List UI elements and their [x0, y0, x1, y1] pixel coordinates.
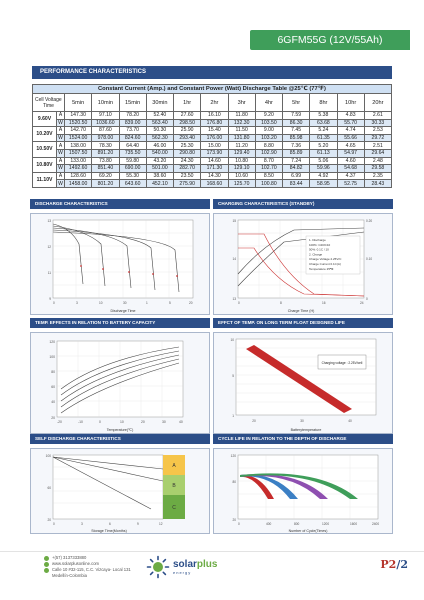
svg-text:-10: -10: [78, 420, 83, 424]
table-cell: 63.68: [310, 119, 337, 127]
table-cell: 52.40: [146, 112, 173, 120]
table-row: [33, 134, 392, 142]
svg-text:20: 20: [232, 518, 236, 522]
table-row: [33, 180, 392, 188]
svg-text:40: 40: [348, 419, 352, 423]
sun-logo-icon: [146, 555, 170, 579]
table-row: [33, 172, 392, 180]
table-cell: 132.30: [228, 119, 255, 127]
brand-logo: [146, 555, 217, 579]
table-cell: 2.61: [364, 112, 391, 120]
svg-text:1: 1: [232, 414, 234, 418]
panel-cycle-life: [213, 434, 393, 550]
table-cell: 4.65: [337, 142, 364, 150]
table-cell: 7.36: [283, 142, 310, 150]
table-header-cell: 20hr: [364, 94, 391, 112]
panel-charging: [213, 199, 393, 315]
contact-web[interactable]: www.solarplusonline.com: [52, 561, 100, 566]
table-cell: 9.00: [255, 127, 282, 135]
model-tab: 6GFM55G (12V/55Ah): [250, 30, 410, 50]
svg-text:0: 0: [53, 301, 55, 305]
table-header-cell: 10min: [92, 94, 119, 112]
table-cell: 147.30: [65, 112, 92, 120]
table-cell: 176.80: [201, 119, 228, 127]
table-cell: 452.10: [146, 180, 173, 188]
table-cell: 8.70: [255, 157, 282, 165]
table-cell: 11.80: [228, 112, 255, 120]
svg-text:800: 800: [294, 522, 300, 526]
table-cell: 64.40: [119, 142, 146, 150]
table-cell: 11.20: [228, 142, 255, 150]
table-cell: 293.40: [174, 134, 201, 142]
svg-text:C: C: [172, 505, 176, 511]
table-cell: 891.20: [92, 149, 119, 157]
panel-cycle-life-title: CYCLE LIFE IN RELATION TO THE DEPTH OF DISCHARGE: [213, 434, 393, 444]
svg-text:60: 60: [47, 486, 51, 490]
svg-text:80: 80: [51, 370, 55, 374]
svg-text:14: 14: [232, 257, 236, 261]
panel-self-discharge-title: SELF DISCHARGE CHARACTERISTICS: [30, 434, 210, 444]
table-header-cell: 5hr: [283, 94, 310, 112]
temp-life-xlabel: Batterytemperature: [290, 428, 322, 432]
corner-voltage-label: Cell Voltage: [35, 96, 62, 103]
unit-cell: A: [57, 127, 65, 135]
temp-capacity-xlabel: Temperature(℃): [106, 428, 134, 432]
table-cell: 1520.50: [65, 119, 92, 127]
charging-legend-item: 100%: C20/C10: [309, 242, 331, 247]
svg-text:-20: -20: [57, 420, 62, 424]
table-cell: 643.60: [119, 180, 146, 188]
table-cell: 563.40: [146, 119, 173, 127]
table-cell: 25.90: [174, 127, 201, 135]
table-cell: 8.80: [255, 142, 282, 150]
table-cell: 16.10: [201, 112, 228, 120]
voltage-cell: 10.20V: [33, 127, 57, 142]
table-cell: 55.70: [337, 119, 364, 127]
unit-cell: A: [57, 142, 65, 150]
svg-text:80: 80: [232, 480, 236, 484]
svg-text:20: 20: [252, 419, 256, 423]
panel-discharge: [30, 199, 210, 315]
table-cell: 85.89: [283, 149, 310, 157]
table-cell: 5.38: [310, 112, 337, 120]
table-cell: 125.70: [228, 180, 255, 188]
table-row: [33, 149, 392, 157]
brand-name: [173, 560, 217, 570]
table-cell: 5.24: [310, 127, 337, 135]
charging-legend-item: 1. Discharge: [309, 238, 326, 242]
contact-city: Medellín-Colombia: [52, 573, 87, 578]
svg-text:6: 6: [109, 522, 111, 526]
table-cell: 7.24: [283, 157, 310, 165]
svg-text:60: 60: [51, 385, 55, 389]
page-current: P2: [380, 558, 397, 571]
voltage-cell: 10.80V: [33, 157, 57, 172]
svg-text:0: 0: [238, 301, 240, 305]
unit-cell: W: [58, 150, 63, 157]
table-cell: 25.30: [174, 142, 201, 150]
table-row: [33, 165, 392, 173]
table-cell: 10.80: [228, 157, 255, 165]
table-cell: 102.70: [255, 165, 282, 173]
svg-text:0: 0: [238, 522, 240, 526]
svg-text:30: 30: [123, 301, 127, 305]
svg-text:1: 1: [146, 301, 148, 305]
table-cell: 38.60: [146, 172, 173, 180]
unit-cell: A: [57, 112, 65, 120]
svg-text:8: 8: [280, 301, 282, 305]
panel-charging-chart: [213, 213, 393, 315]
table-cell: 46.00: [146, 142, 173, 150]
svg-text:B: B: [172, 483, 176, 489]
charging-legend-item: Temperature 25℃: [309, 266, 334, 271]
table-cell: 5.20: [310, 142, 337, 150]
table-cell: 59.80: [119, 157, 146, 165]
table-cell: 9.20: [255, 112, 282, 120]
voltage-cell: 11.10V: [33, 172, 57, 187]
table-cell: 1458.00: [65, 180, 92, 188]
table-cell: 176.00: [201, 134, 228, 142]
panel-temp-life: [213, 318, 393, 434]
contact-phone: +(57) 3137333880: [52, 555, 87, 560]
table-cell: 61.35: [310, 134, 337, 142]
table-cell: 4.60: [337, 157, 364, 165]
panel-temp-life-title: EFFCT OF TEMP. ON LONG TERM FLOAT DESIGNED LIFE: [213, 318, 393, 328]
table-cell: 52.75: [337, 180, 364, 188]
svg-text:30: 30: [300, 419, 304, 423]
charging-legend-item: Charge Current 0.1C(A): [309, 262, 341, 266]
cycle-life-xlabel: Number of Cycle(Times): [288, 529, 328, 533]
table-cell: 851.40: [92, 165, 119, 173]
table-row: [33, 142, 392, 150]
table-cell: 275.90: [174, 180, 201, 188]
table-cell: 168.60: [201, 180, 228, 188]
table-cell: 2.48: [364, 157, 391, 165]
table-cell: 540.00: [146, 149, 173, 157]
panel-temp-capacity-title: TEMP. EFFECTS IN RELATION TO BATTERY CAPACITY: [30, 318, 210, 328]
table-cell: 501.00: [146, 165, 173, 173]
table-cell: 24.30: [174, 157, 201, 165]
svg-text:10: 10: [230, 338, 234, 342]
svg-text:0.10: 0.10: [366, 257, 373, 261]
table-cell: 133.00: [65, 157, 92, 165]
table-cell: 55.30: [119, 172, 146, 180]
svg-text:11: 11: [47, 271, 51, 275]
svg-text:A: A: [172, 463, 176, 469]
table-header-cell: 15min: [119, 94, 146, 112]
svg-text:2400: 2400: [372, 522, 380, 526]
svg-text:3: 3: [76, 301, 78, 305]
page-total: /2: [396, 558, 408, 571]
svg-text:40: 40: [179, 420, 183, 424]
table-cell: 85.98: [283, 134, 310, 142]
location-icon: [44, 568, 49, 573]
voltage-cell: 10.50V: [33, 142, 57, 157]
table-cell: 2.51: [364, 142, 391, 150]
table-cell: 4.37: [337, 172, 364, 180]
table-cell: 55.66: [337, 134, 364, 142]
table-header-cell: 5min: [65, 94, 92, 112]
table-cell: 735.50: [119, 149, 146, 157]
svg-text:13: 13: [232, 297, 236, 301]
table-cell: 29.58: [364, 165, 391, 173]
unit-cell: W: [58, 165, 63, 172]
voltage-cell: 9.60V: [33, 112, 57, 127]
panel-temp-capacity: [30, 318, 210, 434]
panel-cycle-life-chart: [213, 448, 393, 534]
svg-text:9: 9: [137, 522, 139, 526]
table-header-cell: 30min: [146, 94, 173, 112]
panel-temp-capacity-chart: [30, 332, 210, 434]
table-cell: 128.60: [65, 172, 92, 180]
table-cell: 8.50: [255, 172, 282, 180]
table-cell: 6.99: [283, 172, 310, 180]
table-cell: 29.72: [364, 134, 391, 142]
footer-divider: [0, 551, 424, 552]
self-discharge-xlabel: Storage Time(Months): [91, 529, 127, 533]
table-cell: 27.60: [174, 112, 201, 120]
table-cell: 103.20: [255, 134, 282, 142]
table-cell: 14.60: [201, 157, 228, 165]
svg-text:120: 120: [49, 340, 55, 344]
table-cell: 282.70: [174, 165, 201, 173]
table-header-row: [33, 94, 392, 112]
temp-life-annotation: Charging voltage : 2.25V/cell: [321, 361, 363, 365]
unit-cell: A: [57, 172, 65, 180]
panel-charging-title: CHARGING CHARACTERISTICS (STANDBY): [213, 199, 393, 209]
table-cell: 801.20: [92, 180, 119, 188]
svg-text:20: 20: [189, 301, 193, 305]
panel-discharge-chart: [30, 213, 210, 315]
table-cell: 97.10: [92, 112, 119, 120]
contact-block: [44, 555, 131, 579]
table-cell: 1507.50: [65, 149, 92, 157]
table-cell: 2.53: [364, 127, 391, 135]
table-cell: 11.50: [228, 127, 255, 135]
table-cell: 173.90: [201, 149, 228, 157]
unit-cell: W: [58, 180, 63, 187]
table-cell: 54.68: [337, 165, 364, 173]
table-cell: 142.70: [65, 127, 92, 135]
footer: [0, 551, 424, 600]
table-cell: 59.96: [310, 165, 337, 173]
corner-time-label: Time: [43, 102, 54, 109]
table-cell: 4.74: [337, 127, 364, 135]
table-cell: 87.60: [92, 127, 119, 135]
table-cell: 824.60: [119, 134, 146, 142]
unit-cell: A: [57, 157, 65, 165]
svg-text:20: 20: [141, 420, 145, 424]
table-row: [33, 127, 392, 135]
charging-xlabel: Charge Time (H): [287, 309, 315, 313]
svg-text:10: 10: [99, 301, 103, 305]
table-header-cell: 10hr: [337, 94, 364, 112]
table-cell: 298.50: [174, 119, 201, 127]
charging-legend-item: 2. Charge: [309, 252, 323, 257]
table-cell: 562.30: [146, 134, 173, 142]
svg-text:30: 30: [162, 420, 166, 424]
table-cell: 54.97: [337, 149, 364, 157]
svg-text:0.20: 0.20: [366, 219, 373, 223]
table-cell: 171.30: [201, 165, 228, 173]
table-cell: 73.70: [119, 127, 146, 135]
table-cell: 978.00: [92, 134, 119, 142]
svg-text:10: 10: [120, 420, 124, 424]
table-cell: 129.40: [228, 149, 255, 157]
table-cell: 69.20: [92, 172, 119, 180]
brand-main: solar: [173, 558, 197, 570]
table-cell: 4.83: [337, 112, 364, 120]
table-cell: 129.10: [228, 165, 255, 173]
table-cell: 43.20: [146, 157, 173, 165]
table-cell: 58.95: [310, 180, 337, 188]
table-cell: 103.50: [255, 119, 282, 127]
svg-text:20: 20: [47, 518, 51, 522]
svg-text:5: 5: [232, 374, 234, 378]
table-row: [33, 112, 392, 120]
table-cell: 61.13: [310, 149, 337, 157]
table-cell: 5.06: [310, 157, 337, 165]
svg-text:5: 5: [169, 301, 171, 305]
web-icon: [44, 562, 49, 567]
svg-text:0: 0: [99, 420, 101, 424]
svg-text:9: 9: [49, 297, 51, 301]
svg-text:120: 120: [230, 454, 236, 458]
table-cell: 1524.00: [65, 134, 92, 142]
svg-text:400: 400: [266, 522, 272, 526]
panel-self-discharge: [30, 434, 210, 550]
contact-address: Calle 10 #32-115, C.C. Vizcaya- Local 131: [52, 567, 131, 572]
table-cell: 690.00: [119, 165, 146, 173]
table-cell: 1036.60: [92, 119, 119, 127]
table-cell: 73.80: [92, 157, 119, 165]
brand-sub: energy: [173, 569, 192, 575]
table-cell: 131.80: [228, 134, 255, 142]
table-cell: 28.43: [364, 180, 391, 188]
table-cell: 290.80: [174, 149, 201, 157]
svg-text:3: 3: [81, 522, 83, 526]
svg-text:20: 20: [51, 416, 55, 420]
table-cell: 78.30: [92, 142, 119, 150]
panel-temp-life-chart: [213, 332, 393, 434]
unit-cell: W: [58, 119, 63, 126]
svg-text:0: 0: [53, 522, 55, 526]
table-cell: 15.00: [201, 142, 228, 150]
svg-text:1200: 1200: [322, 522, 330, 526]
svg-text:15: 15: [232, 219, 236, 223]
table-cell: 30.33: [364, 119, 391, 127]
svg-text:12: 12: [159, 522, 163, 526]
svg-text:13: 13: [47, 219, 51, 223]
table-cell: 2.35: [364, 172, 391, 180]
table-row: [33, 119, 392, 127]
svg-text:100: 100: [45, 454, 51, 458]
discharge-table: [32, 84, 392, 188]
table-header-cell: 8hr: [310, 94, 337, 112]
table-cell: 15.40: [201, 127, 228, 135]
brand-accent: plus: [196, 558, 218, 570]
svg-text:0: 0: [366, 297, 368, 301]
table-header-cell: 2hr: [201, 94, 228, 112]
table-header-cell: 4hr: [255, 94, 282, 112]
table-cell: 86.30: [283, 119, 310, 127]
panel-discharge-title: DISCHARGE CHARACTERISTICS: [30, 199, 210, 209]
section-performance-title: PERFORMANCE CHARACTERISTICS: [32, 66, 392, 79]
charging-legend-item: 50%: 0.1C / 10: [309, 247, 329, 252]
table-row: [33, 157, 392, 165]
table-corner: [33, 94, 65, 112]
table-cell: 23.50: [174, 172, 201, 180]
panel-self-discharge-chart: [30, 448, 210, 534]
svg-text:12: 12: [47, 245, 51, 249]
table-cell: 138.00: [65, 142, 92, 150]
table-cell: 29.64: [364, 149, 391, 157]
phone-icon: [44, 556, 49, 561]
table-header-cell: 1hr: [174, 94, 201, 112]
svg-text:40: 40: [51, 400, 55, 404]
table-cell: 102.90: [255, 149, 282, 157]
table-cell: 7.59: [283, 112, 310, 120]
charging-legend-item: Charge Voltage 2.25V/C: [309, 257, 342, 262]
svg-text:1600: 1600: [350, 522, 358, 526]
svg-text:100: 100: [49, 355, 55, 359]
unit-cell: W: [58, 135, 63, 142]
table-header-cell: 3hr: [228, 94, 255, 112]
table-cell: 78.20: [119, 112, 146, 120]
svg-text:24: 24: [360, 301, 364, 305]
table-cell: 100.80: [255, 180, 282, 188]
table-title: Constant Current (Amp.) and Constant Power (Watt) Discharge Table @25℃ (77℉): [33, 85, 392, 94]
page-number: [380, 558, 408, 571]
table-cell: 50.30: [146, 127, 173, 135]
table-cell: 84.82: [283, 165, 310, 173]
svg-text:16: 16: [322, 301, 326, 305]
table-cell: 83.44: [283, 180, 310, 188]
discharge-xlabel: Discharge Time: [110, 309, 136, 313]
table-cell: 14.30: [201, 172, 228, 180]
table-cell: 10.60: [228, 172, 255, 180]
table-cell: 4.92: [310, 172, 337, 180]
table-cell: 839.00: [119, 119, 146, 127]
table-cell: 1492.60: [65, 165, 92, 173]
table-cell: 7.45: [283, 127, 310, 135]
